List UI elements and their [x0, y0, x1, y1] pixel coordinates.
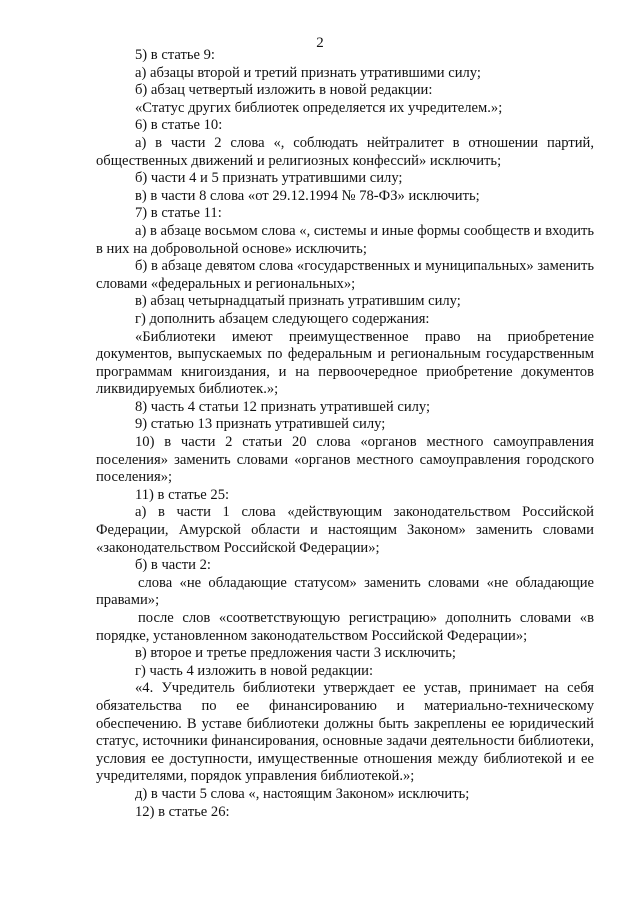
paragraph: 6) в статье 10: — [135, 117, 223, 134]
paragraph: после слов «соответствующую регистрацию» дополнить словами «в порядке, установленном законодательством Российской Федерации»; — [96, 610, 594, 644]
paragraph: а) в части 2 слова «, соблюдать нейтралитет в отношении партий, общественных движений и религиозных конфессий» исключить; — [96, 134, 594, 169]
paragraph: в) второе и третье предложения части 3 исключить; — [135, 645, 456, 662]
paragraph: а) абзацы второй и третий признать утратившими силу; — [135, 64, 481, 81]
paragraph: 8) часть 4 статьи 12 признать утратившей силу; — [135, 398, 431, 415]
paragraph: 12) в статье 26: — [135, 803, 230, 820]
paragraph: б) в части 2: — [135, 557, 211, 574]
paragraph: б) части 4 и 5 признать утратившими силу; — [135, 170, 403, 187]
paragraph: б) абзац четвертый изложить в новой редакции: — [135, 82, 433, 99]
paragraph: 11) в статье 25: — [135, 486, 230, 503]
paragraph: а) в части 1 слова «действующим законодательством Российской Федерации, Амурской области и настоящим Законом» заменить словами «законодательством Российской Федерации»; — [96, 504, 594, 556]
paragraph: 9) статью 13 признать утратившей силу; — [135, 416, 386, 433]
paragraph: г) дополнить абзацем следующего содержания: — [135, 310, 430, 327]
paragraph: 7) в статье 11: — [135, 205, 222, 222]
paragraph: слова «не обладающие статусом» заменить словами «не обладающие правами»; — [96, 574, 594, 609]
paragraph: «Библиотеки имеют преимущественное право на приобретение документов, выпускаемых по федеральным и региональным государственным программам книгоиздания, и на первоочередное приобретение документов ликвидируемых библиотек.»; — [96, 328, 594, 398]
paragraph: «4. Учредитель библиотеки утверждает ее устав, принимает на себя обязательства по ее финансированию и материально-техническому обеспечению. В уставе библиотеки должны быть закреплены ее юридический статус, источники финансирования, основные задачи деятельности библиотеки, условия ее доступности, имущественные отношения между библиотекой и ее учредителями, порядок управления библиотекой.»; — [96, 680, 594, 785]
paragraph: г) часть 4 изложить в новой редакции: — [135, 662, 374, 679]
paragraph: б) в абзаце девятом слова «государственных и муниципальных» заменить словами «федеральных и региональных»; — [96, 258, 594, 292]
paragraph: д) в части 5 слова «, настоящим Законом» исключить; — [135, 785, 470, 802]
paragraph: 5) в статье 9: — [135, 47, 215, 63]
paragraph: в) абзац четырнадцатый признать утратившим силу; — [135, 293, 461, 310]
page-number: 2 — [316, 35, 324, 51]
paragraph: в) в части 8 слова «от 29.12.1994 № 78-ФЗ» исключить; — [135, 187, 480, 204]
document-body — [96, 47, 594, 821]
paragraph: а) в абзаце восьмом слова «, системы и иные формы сообществ и входить в них на добровольной основе» исключить; — [96, 222, 594, 257]
paragraph: 10) в части 2 статьи 20 слова «органов местного самоуправления поселения» заменить словами «органов местного самоуправления городского поселения»; — [96, 434, 594, 486]
paragraph: «Статус других библиотек определяется их учредителем.»; — [135, 99, 503, 116]
